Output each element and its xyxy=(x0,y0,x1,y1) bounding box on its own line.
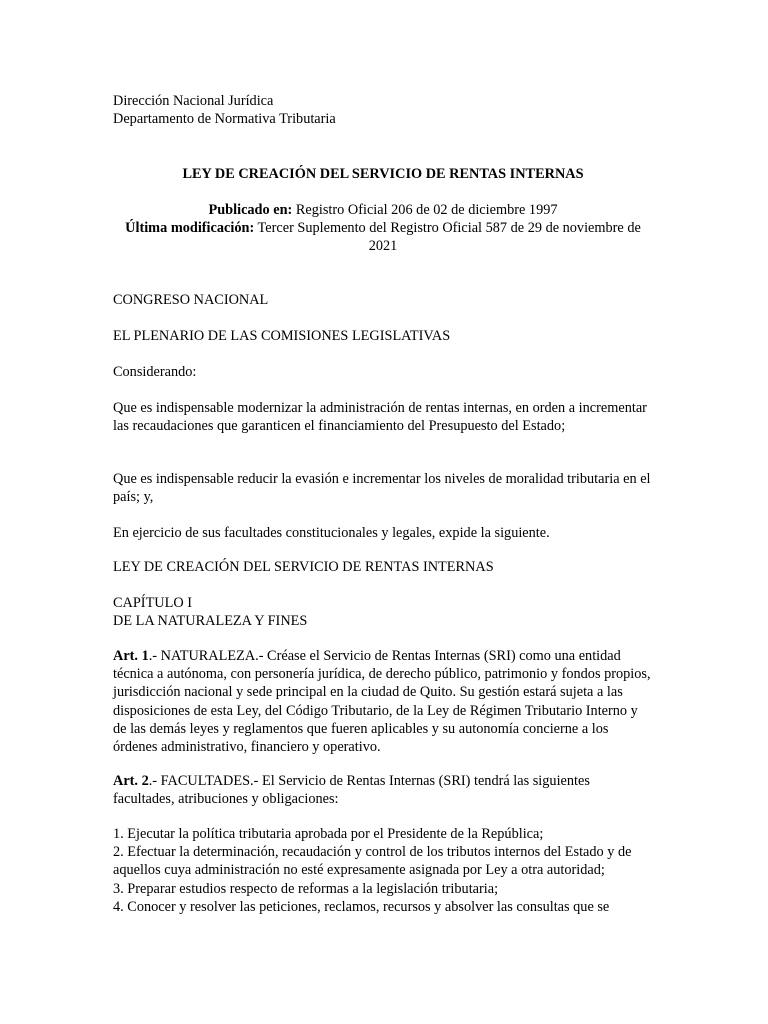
article-1-text: .- NATURALEZA.- Créase el Servicio de Rentas Internas (SRI) como una entidad técnica a autónoma, con personería jurídica, de derecho público, patrimonio y fondos propios, jurisdicción nacional y sede principal en la ciudad de Quito. Su gestión estará sujeta a las disposiciones de esta Ley, del Código Tributario, de la Ley de Régimen Tributario Interno y de las demás leyes y reglamentos que fueren aplicables y su autonomía concierne a los órdenes administrativo, financiero y operativo. xyxy=(113,648,651,756)
list-item: 4. Conocer y resolver las peticiones, reclamos, recursos y absolver las consultas que se xyxy=(113,898,610,915)
modified-value: Tercer Suplemento del Registro Oficial 587 de 29 de noviembre de 2021 xyxy=(254,220,641,255)
publication-info xyxy=(113,201,653,256)
law-title: LEY DE CREACIÓN DEL SERVICIO DE RENTAS INTERNAS xyxy=(113,559,494,575)
article-1-label: Art. 1 xyxy=(113,648,149,664)
list-item: 3. Preparar estudios respecto de reformas a la legislación tributaria; xyxy=(113,880,499,897)
header-line-1: Dirección Nacional Jurídica xyxy=(113,93,274,109)
enacting-clause: En ejercicio de sus facultades constitucionales y legales, expide la siguiente. xyxy=(113,525,550,541)
chapter-name: DE LA NATURALEZA Y FINES xyxy=(113,613,308,630)
congreso-heading: CONGRESO NACIONAL xyxy=(113,292,269,308)
header-line-2: Departamento de Normativa Tributaria xyxy=(113,111,336,128)
plenario-heading: EL PLENARIO DE LAS COMISIONES LEGISLATIVAS xyxy=(113,328,451,344)
article-2-text: .- FACULTADES.- El Servicio de Rentas Internas (SRI) tendrá las siguientes facultades, atribuciones y obligaciones: xyxy=(113,773,590,808)
article-2-label: Art. 2 xyxy=(113,773,149,789)
issuing-office xyxy=(113,92,653,128)
list-item: 2. Efectuar la determinación, recaudación y control de los tributos internos del Estado y de aquellos cuya administración no esté expresamente asignada por Ley a otra autoridad; xyxy=(113,844,632,879)
document-title: LEY DE CREACIÓN DEL SERVICIO DE RENTAS INTERNAS xyxy=(182,166,584,182)
chapter-number: CAPÍTULO I xyxy=(113,595,193,611)
published-value: Registro Oficial 206 de 02 de diciembre 1997 xyxy=(292,202,558,218)
considerando-label: Considerando: xyxy=(113,364,197,380)
considerando-paragraph-1: Que es indispensable modernizar la administración de rentas internas, en orden a incrementar las recaudaciones que garanticen el financiamiento del Presupuesto del Estado; xyxy=(113,400,647,435)
article-2 xyxy=(113,772,653,808)
published-label: Publicado en: xyxy=(208,202,293,218)
considerando-paragraph-2: Que es indispensable reducir la evasión e incrementar los niveles de moralidad tributaria en el país; y, xyxy=(113,471,651,506)
article-1 xyxy=(113,647,653,756)
chapter-heading xyxy=(113,594,653,630)
list-item: 1. Ejecutar la política tributaria aprobada por el Presidente de la República; xyxy=(113,826,544,842)
modified-label: Última modificación: xyxy=(125,220,255,237)
faculties-list xyxy=(113,825,653,916)
